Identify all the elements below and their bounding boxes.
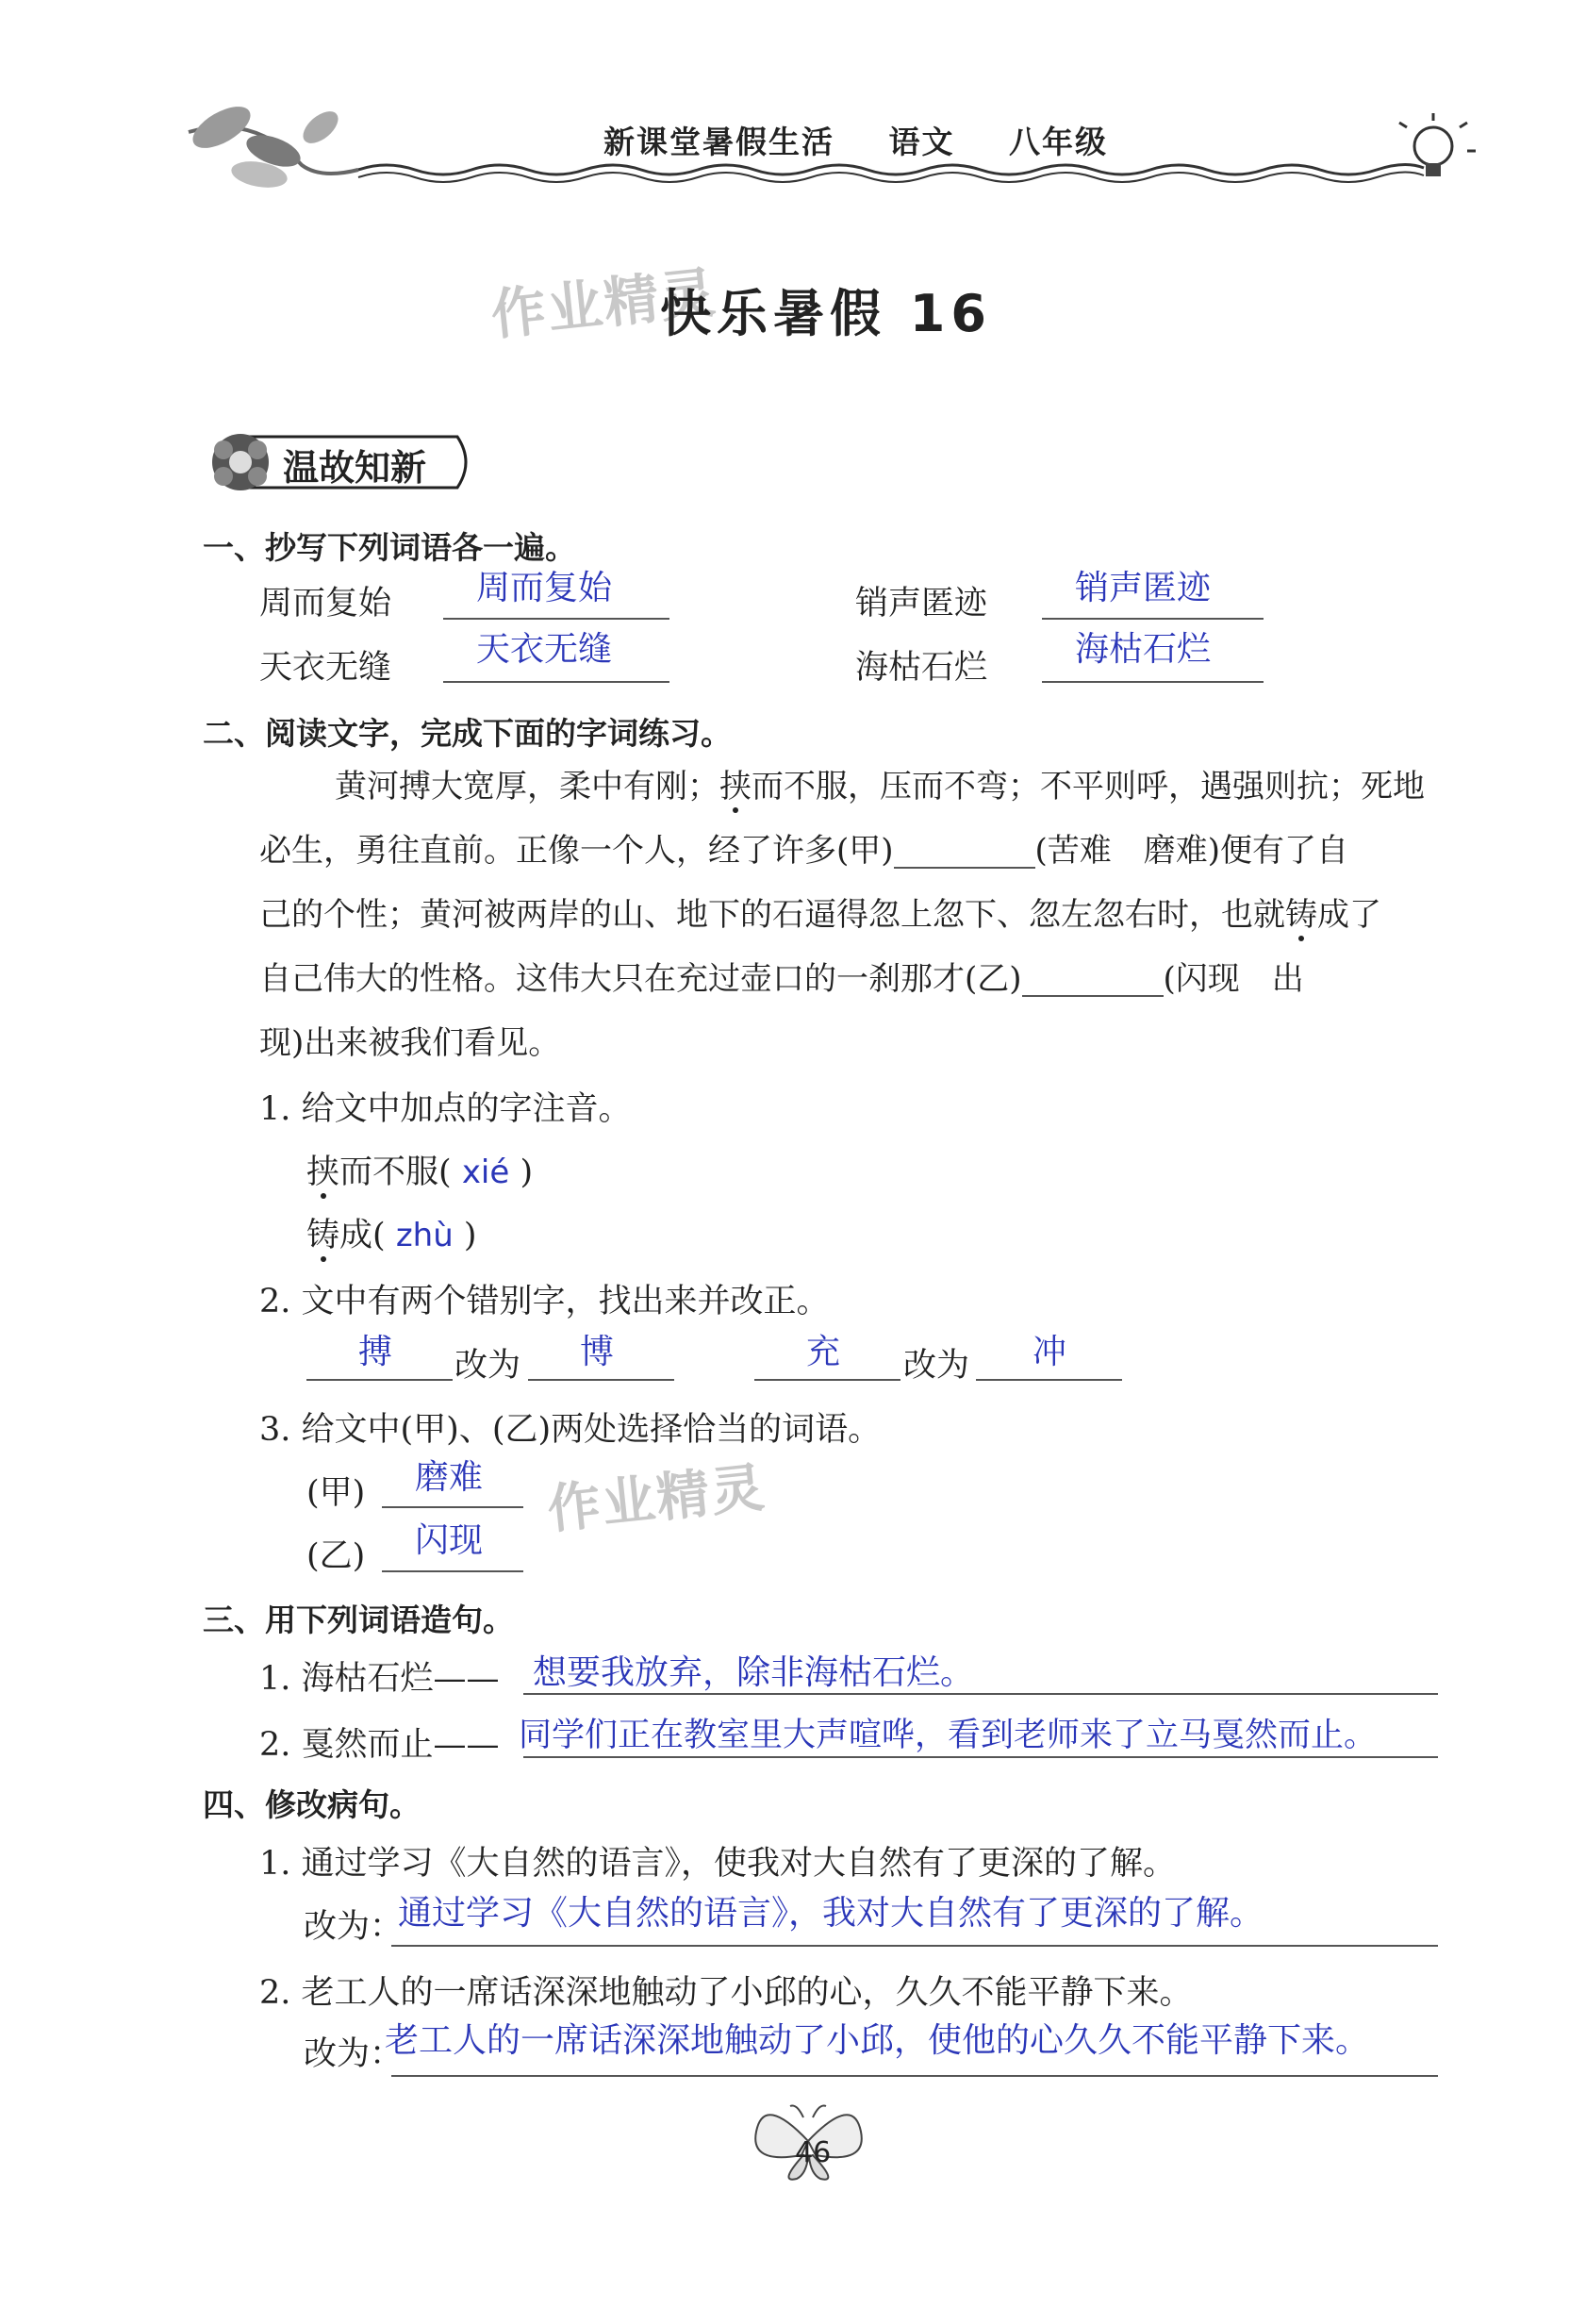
watermark: 作业精灵: [487, 259, 720, 348]
q1-line-2: [1042, 618, 1264, 620]
sub3-jia-label: (甲): [306, 1474, 366, 1512]
passage-text: 己的个性；黄河被两岸的山、地下的石逼得忽上忽下、忽左忽右时，也就: [259, 896, 1285, 934]
dotted-char-xie: 挟: [719, 768, 752, 805]
sub2-line-3: [754, 1379, 900, 1381]
sub3-jia-answer: 磨难: [415, 1458, 484, 1497]
q1-answer-2: 销声匿迹: [1075, 569, 1212, 607]
page-number: 46: [795, 2136, 832, 2169]
q4-heading: 四、修改病句。: [203, 1786, 421, 1823]
passage-text: 黄河搏大宽厚，柔中有刚；: [335, 768, 719, 805]
q1-word-2: 销声匿迹: [855, 585, 988, 622]
sub1-a-word: 而不服(: [339, 1154, 452, 1191]
sub3-yi-line: [382, 1570, 523, 1572]
q4-change-label-2: 改为：: [304, 2035, 404, 2073]
q1-line-3: [443, 681, 669, 683]
passage-text: 成了: [1317, 896, 1381, 934]
q1-word-1: 周而复始: [259, 585, 392, 622]
q3-line-2: [523, 1756, 1438, 1758]
dotted-char: 铸: [306, 1217, 340, 1254]
q4-answer-1: 通过学习《大自然的语言》，我对大自然有了更深的了解。: [398, 1894, 1264, 1933]
q2-sub2-question: 2. 文中有两个错别字，找出来并改正。: [259, 1283, 830, 1320]
blank-jia: [894, 867, 1035, 869]
subject: 语文: [888, 124, 955, 160]
passage-line-4: [259, 947, 1457, 1011]
sub2-line-2: [528, 1379, 674, 1381]
sub2-wrong-1: 搏: [358, 1333, 393, 1371]
q3-answer-2: 同学们正在教室里大声喧哗，看到老师来了立马戛然而止。: [519, 1717, 1378, 1754]
dotted-char: 挟: [306, 1154, 340, 1191]
sub2-change-2: 改为: [903, 1347, 970, 1385]
q1-heading: 一、抄写下列词语各一遍。: [203, 529, 576, 566]
passage-text: (苦难 磨难)便有了自: [1034, 832, 1349, 870]
grade: 八年级: [1009, 124, 1108, 160]
q1-word-3: 天衣无缝: [259, 649, 392, 687]
sub2-change-1: 改为: [454, 1347, 521, 1385]
q3-label-2: 2. 戛然而止——: [259, 1726, 500, 1764]
passage-line-2: [259, 819, 1457, 883]
q1-answer-3: 天衣无缝: [476, 630, 613, 669]
q2-sub1-b: [306, 1209, 477, 1256]
sub1-a-answer: xié: [461, 1154, 510, 1191]
q4-question-2: 2. 老工人的一席话深深地触动了小邱的心，久久不能平静下来。: [259, 1974, 1193, 2012]
sub3-jia-line: [382, 1506, 523, 1508]
section-label: 温故知新: [283, 447, 427, 489]
q4-question-1: 1. 通过学习《大自然的语言》，使我对大自然有了更深的了解。: [259, 1845, 1177, 1883]
blank-yi: [1022, 995, 1164, 997]
q2-sub1-a: [306, 1146, 533, 1193]
branch-leaves-icon: [187, 98, 358, 191]
q1-answer-1: 周而复始: [476, 569, 613, 607]
q2-sub3-question: 3. 给文中(甲)、(乙)两处选择恰当的词语。: [259, 1411, 882, 1449]
q1-line-4: [1042, 681, 1264, 683]
sub2-line-1: [306, 1379, 453, 1381]
q3-label-1: 1. 海枯石烂——: [259, 1660, 500, 1698]
sub3-yi-answer: 闪现: [415, 1521, 484, 1560]
q3-line-1: [523, 1693, 1438, 1695]
lightbulb-icon: [1399, 113, 1476, 176]
q1-line-1: [443, 618, 669, 620]
page-header: [603, 118, 1108, 162]
q1-word-4: 海枯石烂: [855, 649, 988, 687]
sub1-b-close: ): [463, 1217, 477, 1254]
passage-text: 自己伟大的性格。这伟大只在充过壶口的一刹那才(乙): [259, 960, 1022, 998]
q2-sub1-question: 1. 给文中加点的字注音。: [259, 1090, 632, 1128]
q3-heading: 三、用下列词语造句。: [203, 1602, 514, 1638]
sub2-right-2: 冲: [1033, 1333, 1067, 1371]
q2-heading: 二、阅读文字，完成下面的字词练习。: [203, 715, 732, 752]
passage-text: (闪现 出: [1163, 960, 1304, 998]
sub2-right-1: 博: [580, 1333, 615, 1371]
q4-change-label-1: 改为：: [304, 1908, 404, 1946]
passage-line-3: [259, 883, 1457, 947]
sub1-b-word: 成(: [339, 1217, 386, 1254]
dotted-char-zhu: 铸: [1285, 896, 1317, 934]
sub2-line-4: [976, 1379, 1122, 1381]
q2-passage: [259, 755, 1457, 1075]
q3-answer-1: 想要我放弃，除非海枯石烂。: [533, 1653, 975, 1692]
passage-text: 必生，勇往直前。正像一个人，经了许多(甲): [259, 832, 894, 870]
q4-line-2: [391, 2075, 1438, 2077]
q1-answer-4: 海枯石烂: [1075, 630, 1212, 669]
passage-line-5: 现)出来被我们看见。: [259, 1024, 561, 1062]
watermark: 作业精灵: [544, 1457, 769, 1541]
q4-answer-2: 老工人的一席话深深地触动了小邱，使他的心久久不能平静下来。: [385, 2021, 1370, 2060]
passage-line-1: [259, 755, 1457, 819]
passage-text: 而不服，压而不弯；不平则呼，遇强则抗；死地: [752, 768, 1425, 805]
q4-line-1: [391, 1945, 1438, 1947]
book-title: 新课堂暑假生活: [603, 124, 834, 160]
page-title: 快乐暑假 16: [660, 284, 992, 343]
sub1-a-close: ): [520, 1154, 534, 1191]
sub1-b-answer: zhù: [395, 1217, 454, 1254]
flower-icon: [212, 434, 269, 490]
sub2-wrong-2: 充: [806, 1333, 841, 1371]
sub3-yi-label: (乙): [306, 1537, 366, 1575]
